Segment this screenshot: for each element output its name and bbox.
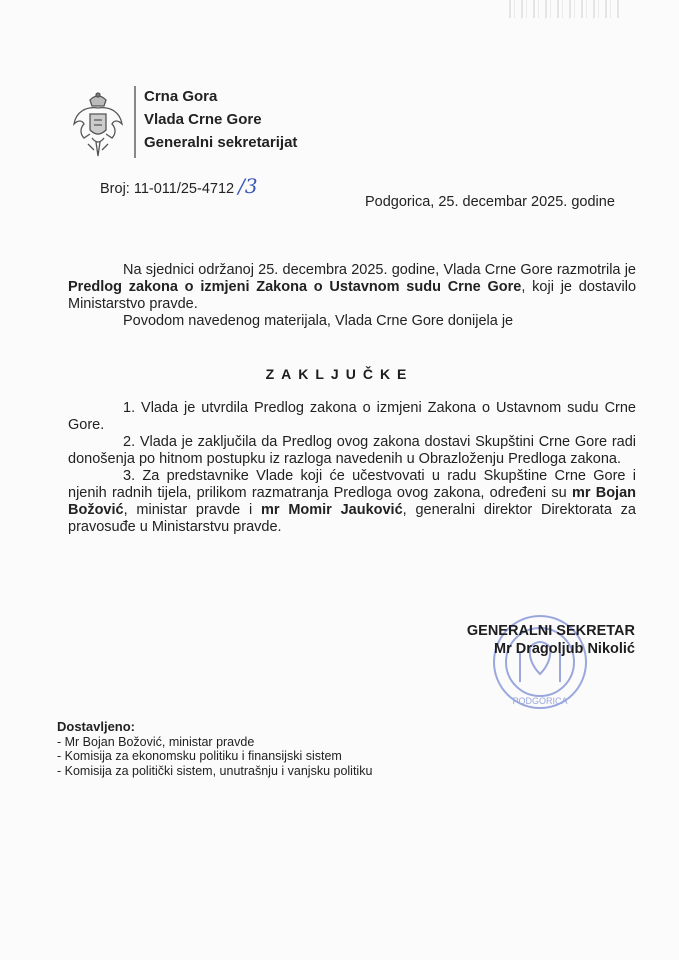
letterhead bbox=[68, 86, 297, 160]
law-title: Predlog zakona o izmjeni Zakona o Ustavnom sudu Crne Gore bbox=[68, 279, 522, 295]
conclusions-list bbox=[68, 400, 636, 536]
stamp-text: PODGORICA bbox=[512, 696, 568, 706]
place-and-date: Podgorica, 25. decembar 2025. godine bbox=[365, 194, 615, 210]
signature-block bbox=[425, 622, 635, 658]
intro-text-end: , koji je dostavilo Ministarstvo pravde. bbox=[68, 279, 637, 312]
conclusions-title: ZAKLJUČKE bbox=[265, 366, 414, 382]
representative-1: mr Bojan Božović bbox=[68, 485, 637, 518]
government-name: Vlada Crne Gore bbox=[144, 111, 262, 128]
country-name: Crna Gora bbox=[144, 88, 218, 105]
distribution-item: - Mr Bojan Božović, ministar pravde bbox=[57, 734, 255, 749]
department-name: Generalni sekretarijat bbox=[144, 134, 298, 151]
intro-paragraph bbox=[68, 262, 636, 330]
reference-number-text: Broj: 11-011/25-4712 bbox=[100, 181, 235, 197]
distribution-item: - Komisija za ekonomsku politiku i finansijski sistem bbox=[57, 749, 342, 763]
scan-artifact bbox=[509, 0, 619, 18]
intro-text: Na sjednici održanoj 25. decembra 2025. godine, Vlada Crne Gore razmotrila je bbox=[123, 262, 636, 278]
signatory-title: GENERALNI SEKRETAR bbox=[466, 623, 635, 639]
conclusion-item-3 bbox=[68, 468, 636, 536]
reference-number bbox=[100, 174, 258, 198]
header-divider bbox=[134, 86, 136, 158]
conclusion-item-1: 1. Vlada je utvrdila Predlog zakona o izmjeni Zakona o Ustavnom sudu Crne Gore. bbox=[68, 400, 636, 433]
distribution-heading: Dostavljeno: bbox=[57, 719, 136, 734]
item3-text-end: , generalni direktor Direktorata za pravosuđe u Ministarstvu pravde. bbox=[68, 502, 636, 535]
distribution-item: - Komisija za politički sistem, unutrašnju i vanjsku politiku bbox=[57, 763, 373, 778]
item3-text: 3. Za predstavnike Vlade koji će učestvovati u radu Skupštine Crne Gore i njenih radnih tijela, prilikom razmatranja Predloga ovog zakona, određeni su bbox=[68, 468, 636, 501]
signatory-name: Mr Dragoljub Nikolić bbox=[494, 641, 635, 657]
intro-line2: Povodom navedenog materijala, Vlada Crne Gore donijela je bbox=[123, 313, 514, 329]
item3-text-mid: , ministar pravde i bbox=[123, 502, 262, 518]
representative-2: mr Momir Jauković bbox=[261, 502, 403, 518]
handwritten-suffix: /3 bbox=[238, 174, 258, 198]
conclusion-item-2: 2. Vlada je zaključila da Predlog ovog zakona dostavi Skupštini Crne Gore radi donošenja po hitnom postupku iz razloga navedenih u Obrazloženju Predloga zakona. bbox=[68, 434, 636, 467]
distribution-list bbox=[57, 720, 372, 778]
montenegro-coat-of-arms-icon bbox=[68, 90, 128, 160]
